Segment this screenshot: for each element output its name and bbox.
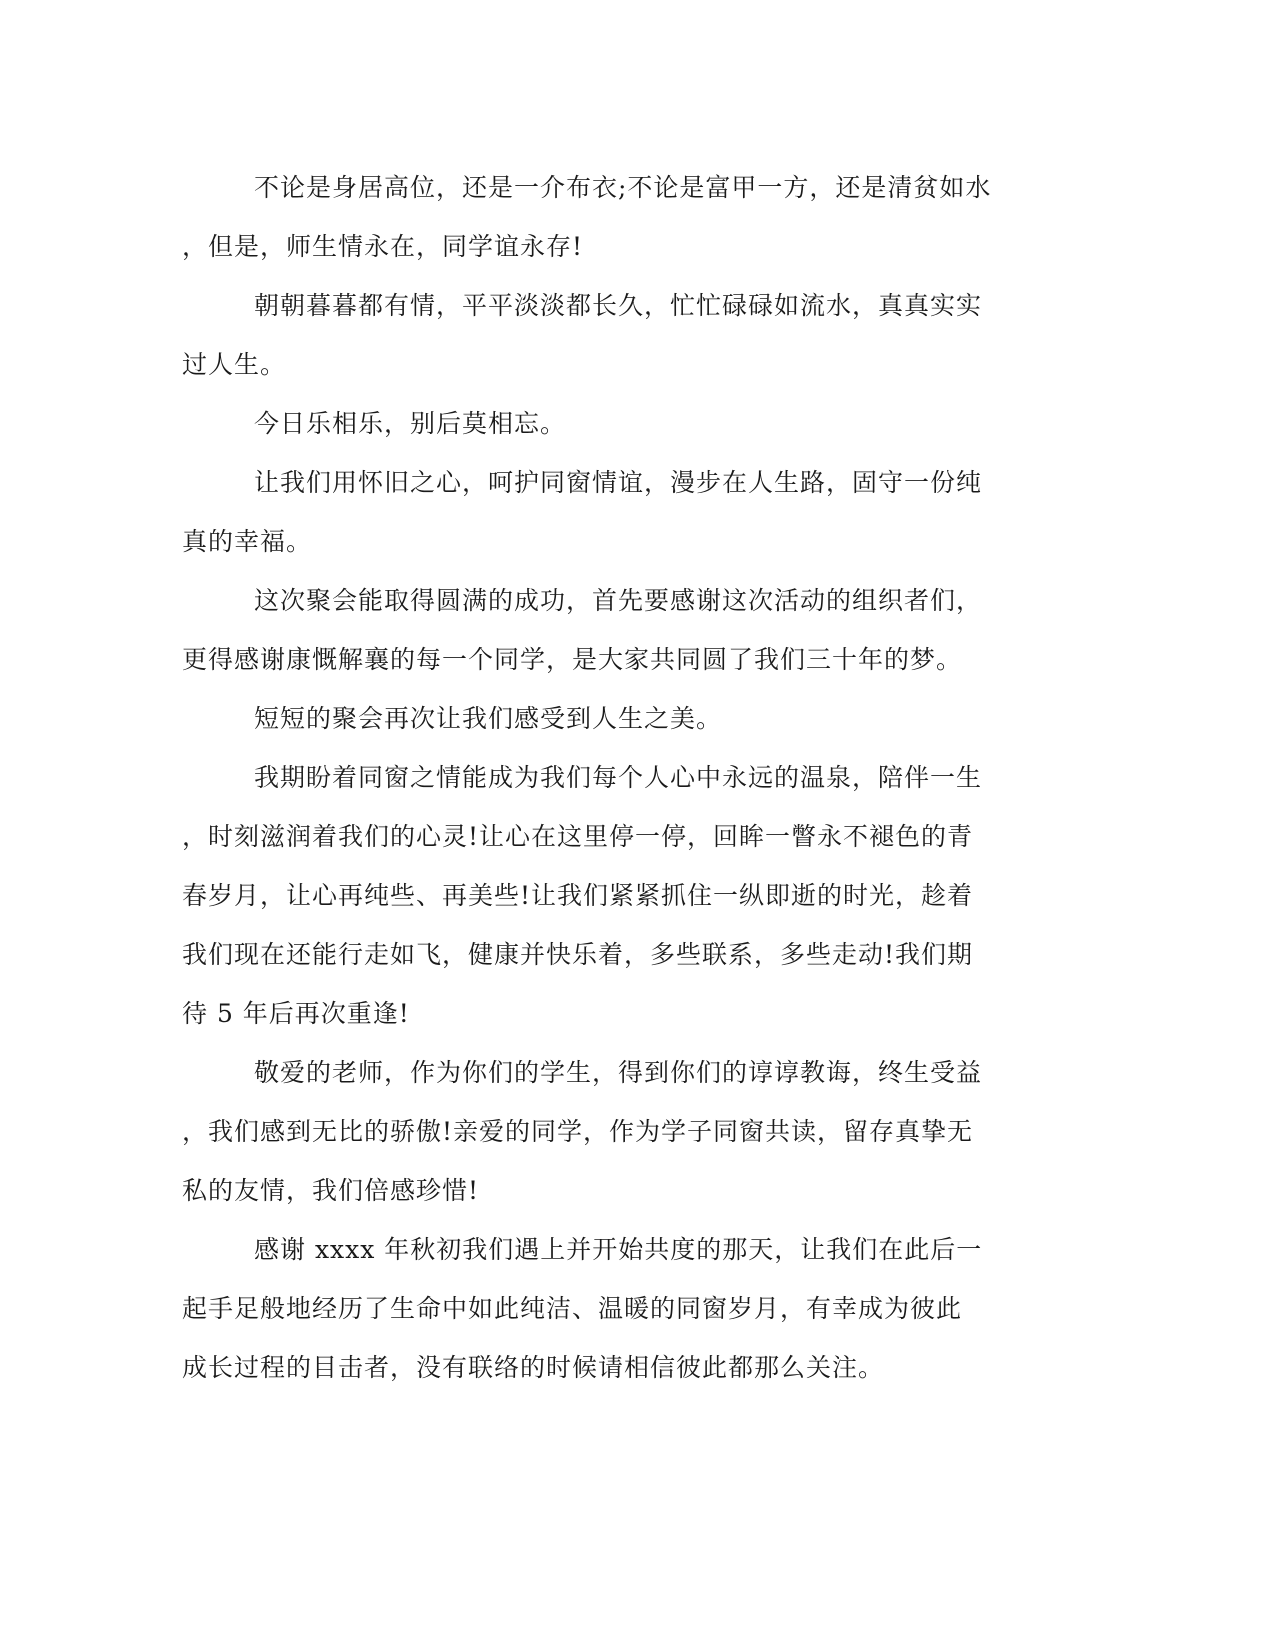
paragraph-line: 春岁月，让心再纯些、再美些!让我们紧紧抓住一纵即逝的时光，趁着	[182, 881, 974, 910]
paragraph-line: 真的幸福。	[182, 527, 313, 556]
paragraph-8	[182, 1043, 1042, 1220]
paragraph-line: 我们现在还能行走如飞，健康并快乐着，多些联系，多些走动!我们期	[182, 940, 974, 969]
paragraph-9	[182, 1220, 1042, 1397]
document-body	[182, 158, 1042, 1397]
paragraph-line: ，但是，师生情永在，同学谊永存!	[182, 232, 584, 261]
paragraph-5	[182, 571, 1042, 689]
paragraph-line: 起手足般地经历了生命中如此纯洁、温暖的同窗岁月，有幸成为彼此	[182, 1294, 963, 1323]
paragraph-4	[182, 453, 1042, 571]
paragraph-line: 我期盼着同窗之情能成为我们每个人心中永远的温泉，陪伴一生	[254, 763, 983, 792]
paragraph-line: 过人生。	[182, 350, 287, 379]
paragraph-line: 短短的聚会再次让我们感受到人生之美。	[254, 704, 723, 733]
paragraph-line: 这次聚会能取得圆满的成功，首先要感谢这次活动的组织者们，	[254, 586, 983, 615]
paragraph-line: 私的友情，我们倍感珍惜!	[182, 1176, 480, 1205]
paragraph-line: 朝朝暮暮都有情，平平淡淡都长久，忙忙碌碌如流水，真真实实	[254, 291, 983, 320]
paragraph-line: 今日乐相乐，别后莫相忘。	[254, 409, 567, 438]
paragraph-line: 成长过程的目击者，没有联络的时候请相信彼此都那么关注。	[182, 1353, 885, 1382]
paragraph-line: 待 5 年后再次重逢!	[182, 999, 410, 1028]
paragraph-line: 更得感谢康慨解襄的每一个同学，是大家共同圆了我们三十年的梦。	[182, 645, 963, 674]
paragraph-7	[182, 748, 1042, 1043]
paragraph-6	[182, 689, 1042, 748]
paragraph-line: 让我们用怀旧之心，呵护同窗情谊，漫步在人生路，固守一份纯	[254, 468, 983, 497]
paragraph-line: 不论是身居高位，还是一介布衣;不论是富甲一方，还是清贫如水	[254, 173, 992, 202]
paragraph-3	[182, 394, 1042, 453]
paragraph-line: 敬爱的老师，作为你们的学生，得到你们的谆谆教诲，终生受益	[254, 1058, 983, 1087]
paragraph-2	[182, 276, 1042, 394]
paragraph-line: ，时刻滋润着我们的心灵!让心在这里停一停，回眸一瞥永不褪色的青	[182, 822, 974, 851]
paragraph-line: ，我们感到无比的骄傲!亲爱的同学，作为学子同窗共读，留存真挚无	[182, 1117, 974, 1146]
paragraph-line: 感谢 xxxx 年秋初我们遇上并开始共度的那天，让我们在此后一	[254, 1235, 983, 1264]
paragraph-1	[182, 158, 1042, 276]
